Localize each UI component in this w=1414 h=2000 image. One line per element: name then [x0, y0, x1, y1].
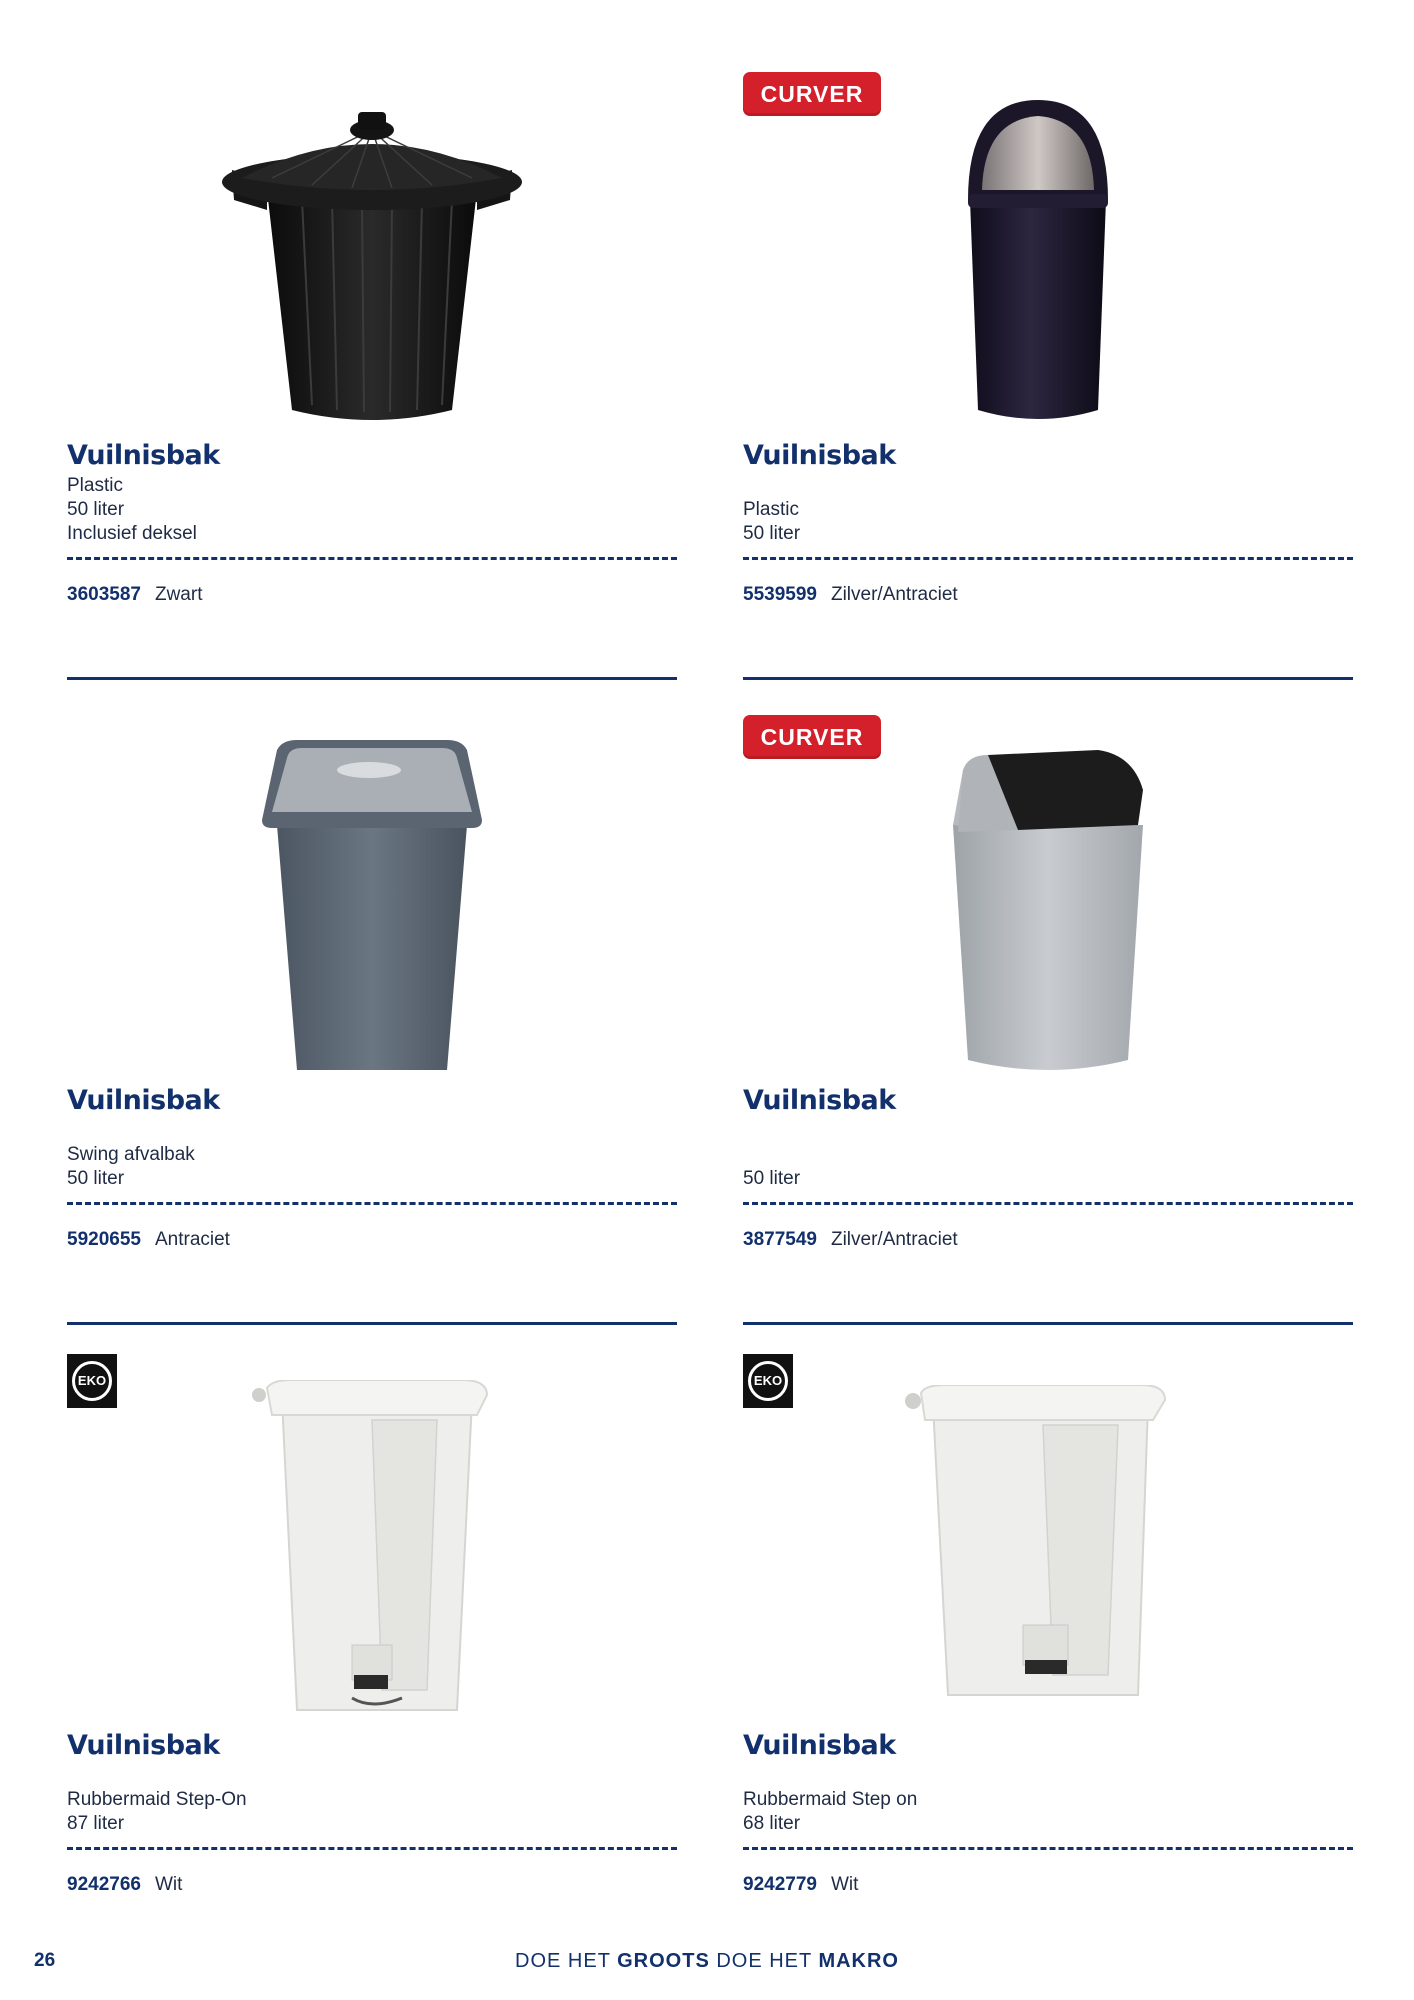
dashed-divider — [743, 1202, 1353, 1205]
description-line: Swing afvalbak — [67, 1144, 195, 1165]
product-card — [67, 60, 677, 680]
sku-row — [67, 584, 202, 606]
product-description — [743, 1119, 800, 1191]
article-number: 9242766 — [67, 1874, 141, 1895]
description-line: Rubbermaid Step on — [743, 1789, 918, 1810]
description-line: Plastic — [743, 499, 799, 520]
page-number: 26 — [34, 1950, 56, 1971]
description-line: 87 liter — [67, 1813, 125, 1834]
product-color: Wit — [830, 1874, 859, 1895]
article-number: 5920655 — [67, 1229, 141, 1250]
description-line: 50 liter — [67, 1168, 125, 1189]
slogan-part: DOE HET — [515, 1950, 618, 1972]
curver-logo: CURVER — [743, 715, 881, 759]
article-number: 5539599 — [743, 584, 817, 605]
description-line: Inclusief deksel — [67, 523, 197, 544]
product-color: Zilver/Antraciet — [830, 584, 958, 605]
dashed-divider — [67, 1202, 677, 1205]
sku-row — [67, 1229, 230, 1251]
description-line: 50 liter — [67, 499, 125, 520]
slogan-part: DOE HET — [709, 1950, 819, 1972]
product-card — [743, 705, 1353, 1325]
curver-logo: CURVER — [743, 72, 881, 116]
description-line: 68 liter — [743, 1813, 801, 1834]
trash-bin-swing-silver-image — [948, 750, 1148, 1080]
article-number: 3877549 — [743, 1229, 817, 1250]
footer-slogan — [0, 1950, 1414, 1973]
product-description — [743, 474, 800, 546]
dashed-divider — [743, 1847, 1353, 1850]
product-title: Vuilnisbak — [67, 440, 220, 471]
trash-bin-black-image — [212, 90, 532, 430]
description-line — [743, 1119, 800, 1143]
section-divider — [743, 1322, 1353, 1325]
description-line — [743, 474, 800, 498]
description-line: 50 liter — [743, 1168, 801, 1189]
product-description — [67, 1764, 247, 1836]
product-description — [67, 1119, 195, 1191]
description-line — [67, 1764, 247, 1788]
sku-row — [743, 1229, 958, 1251]
description-line — [67, 1119, 195, 1143]
dashed-divider — [67, 1847, 677, 1850]
product-title: Vuilnisbak — [67, 1730, 220, 1761]
product-card — [67, 705, 677, 1325]
description-line: Plastic — [67, 475, 123, 496]
product-card — [743, 60, 1353, 680]
product-title: Vuilnisbak — [743, 440, 896, 471]
dashed-divider — [67, 557, 677, 560]
slogan-brand: MAKRO — [818, 1950, 899, 1972]
product-color: Wit — [154, 1874, 183, 1895]
sku-row — [743, 1874, 858, 1896]
product-title: Vuilnisbak — [743, 1730, 896, 1761]
product-title: Vuilnisbak — [743, 1085, 896, 1116]
product-color: Zwart — [154, 584, 203, 605]
article-number: 9242779 — [743, 1874, 817, 1895]
product-color: Antraciet — [154, 1229, 230, 1250]
product-description — [743, 1764, 917, 1836]
description-line — [743, 1143, 800, 1167]
eko-logo: EKO — [743, 1354, 793, 1408]
product-card — [743, 1350, 1353, 1930]
product-description — [67, 474, 197, 546]
description-line — [743, 1764, 917, 1788]
trash-bin-bullet-image — [958, 90, 1118, 430]
sku-row — [743, 584, 958, 606]
section-divider — [67, 677, 677, 680]
product-title: Vuilnisbak — [67, 1085, 220, 1116]
description-line: 50 liter — [743, 523, 801, 544]
eko-logo: EKO — [67, 1354, 117, 1408]
section-divider — [67, 1322, 677, 1325]
sku-row — [67, 1874, 182, 1896]
slogan-emphasis: GROOTS — [617, 1950, 710, 1972]
dashed-divider — [743, 557, 1353, 560]
article-number: 3603587 — [67, 584, 141, 605]
product-color: Zilver/Antraciet — [830, 1229, 958, 1250]
trash-bin-step-on-white-image — [252, 1380, 492, 1720]
trash-bin-swing-image — [257, 740, 487, 1080]
description-line: Rubbermaid Step-On — [67, 1789, 247, 1810]
trash-bin-step-on-white-image — [903, 1385, 1173, 1700]
product-card — [67, 1350, 677, 1930]
section-divider — [743, 677, 1353, 680]
